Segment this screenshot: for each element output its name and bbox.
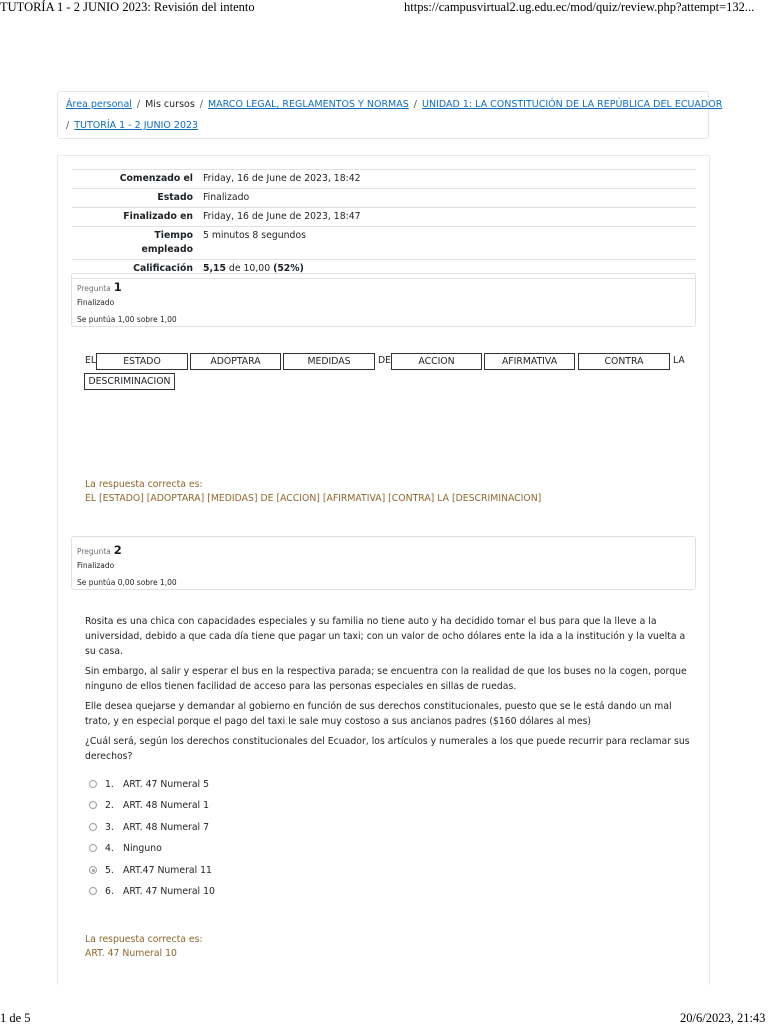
option-number: 4. [105, 842, 114, 854]
question-number: 1 [113, 280, 122, 294]
summary-label: Finalizado en [72, 208, 199, 227]
question-label: Pregunta 2 [77, 543, 122, 557]
summary-value: 5 minutos 8 segundos [199, 227, 696, 260]
option-label: ART. 47 Numeral 5 [123, 778, 210, 790]
option-number: 3. [105, 821, 114, 833]
breadcrumb-quiz-link[interactable]: TUTORÍA 1 - 2 JUNIO 2023 [74, 120, 199, 131]
attempt-summary-table [72, 169, 696, 279]
summary-label: Comenzado el [72, 170, 199, 189]
summary-row-started [72, 170, 696, 189]
answer-slot[interactable]: AFIRMATIVA [484, 353, 575, 370]
question-paragraph: Rosita es una chica con capacidades especiales y su familia no tiene auto y ha decidido tomar el bus para que la lleve a la universidad, debido a que cada día tiene que pagar un taxi; con un valor de ocho dólares ente la ida a la institución y la vuelta a su casa. [85, 616, 686, 657]
answer-slot[interactable]: ADOPTARA [190, 353, 281, 370]
correct-answer-label: La respuesta correcta es: [85, 479, 203, 490]
breadcrumb [57, 91, 723, 139]
question-2-text [85, 614, 695, 769]
answer-slot[interactable]: ACCION [391, 353, 482, 370]
grade-percent: (52%) [273, 263, 304, 274]
breadcrumb-unit-link[interactable]: UNIDAD 1: LA CONSTITUCIÓN DE LA REPÚBLICA DEL ECUADOR [421, 99, 723, 110]
option-label: ART. 48 Numeral 1 [123, 799, 210, 811]
print-footer-page: 1 de 5 [0, 1011, 31, 1025]
print-header-title: TUTORÍA 1 - 2 JUNIO 2023: Revisión del intento [0, 0, 255, 14]
summary-value: Friday, 16 de June de 2023, 18:42 [199, 170, 696, 189]
summary-label: Estado [72, 189, 199, 208]
option-number: 6. [105, 885, 114, 897]
correct-answer-label: La respuesta correcta es: [85, 934, 203, 945]
question-1-info [71, 273, 696, 327]
sentence-word: DE [378, 355, 392, 366]
option-label: ART.47 Numeral 11 [123, 864, 212, 876]
breadcrumb-home-link[interactable]: Área personal [66, 99, 132, 110]
correct-answer-text: ART. 47 Numeral 10 [85, 948, 177, 959]
question-points: Se puntúa 0,00 sobre 1,00 [77, 578, 177, 587]
summary-row-time [72, 227, 696, 260]
answer-slot[interactable]: ESTADO [96, 353, 188, 370]
summary-label: Calificación [72, 260, 199, 279]
breadcrumb-separator: / [66, 120, 70, 131]
breadcrumb-separator: / [136, 99, 141, 110]
option-label: Ninguno [123, 842, 162, 854]
question-status: Finalizado [77, 561, 115, 570]
answer-option[interactable] [89, 777, 209, 791]
answer-option[interactable] [89, 884, 215, 898]
breadcrumb-separator: / [199, 99, 203, 110]
option-number: 2. [105, 799, 114, 811]
summary-value: Finalizado [199, 189, 696, 208]
breadcrumb-separator: / [413, 99, 417, 110]
answer-option[interactable] [89, 841, 162, 855]
grade-max: de 10,00 [228, 263, 271, 274]
answer-option[interactable] [89, 863, 212, 877]
breadcrumb-course-link[interactable]: MARCO LEGAL, REGLAMENTOS Y NORMAS [207, 99, 409, 110]
question-2-info [71, 536, 696, 590]
answer-option[interactable] [89, 820, 209, 834]
question-paragraph: Sin embargo, al salir y esperar el bus en la respectiva parada; se encuentra con la realidad de que los buses no la cogen, porque ninguno de ellos tienen facilidad de acceso para las personas especiales en sillas de ruedas. [85, 666, 687, 692]
radio-button-selected[interactable] [89, 866, 97, 874]
grade-score: 5,15 [203, 263, 226, 274]
question-label: Pregunta 1 [77, 280, 122, 294]
radio-button[interactable] [89, 801, 97, 809]
answer-slot[interactable]: CONTRA [578, 353, 670, 370]
radio-button[interactable] [89, 780, 97, 788]
sentence-word: LA [673, 355, 685, 366]
correct-answer-text: EL [ESTADO] [ADOPTARA] [MEDIDAS] DE [ACCION] [AFIRMATIVA] [CONTRA] LA [DESCRIMINACION] [85, 493, 542, 504]
sentence-word: EL [85, 355, 97, 366]
breadcrumb-my-courses: Mis cursos [145, 99, 195, 110]
option-label: ART. 48 Numeral 7 [123, 821, 210, 833]
option-number: 5. [105, 864, 114, 876]
radio-button[interactable] [89, 844, 97, 852]
answer-option[interactable] [89, 798, 209, 812]
question-paragraph: Elle desea quejarse y demandar al gobierno en función de sus derechos constitucionales, puesto que se le está dando un mal trato, y en especial porque el pago del taxi le sale muy costoso a sus ancianos padres ($160 dólares al mes) [85, 701, 672, 727]
option-label: ART. 47 Numeral 10 [123, 885, 215, 897]
summary-row-finished [72, 208, 696, 227]
print-header-url: https://campusvirtual2.ug.edu.ec/mod/quiz/review.php?attempt=132... [404, 0, 755, 14]
answer-slot[interactable]: MEDIDAS [283, 353, 375, 370]
question-status: Finalizado [77, 298, 115, 307]
summary-value: Friday, 16 de June de 2023, 18:47 [199, 208, 696, 227]
print-footer-datetime: 20/6/2023, 21:43 [680, 1011, 766, 1025]
radio-button[interactable] [89, 887, 97, 895]
question-points: Se puntúa 1,00 sobre 1,00 [77, 315, 177, 324]
question-paragraph: ¿Cuál será, según los derechos constitucionales del Ecuador, los artículos y numerales a los que puede recurrir para reclamar sus derechos? [85, 736, 690, 762]
summary-label: Tiempo empleado [72, 227, 199, 260]
radio-button[interactable] [89, 823, 97, 831]
summary-row-state [72, 189, 696, 208]
answer-slot[interactable]: DESCRIMINACION [84, 373, 175, 390]
option-number: 1. [105, 778, 114, 790]
question-number: 2 [113, 543, 122, 557]
